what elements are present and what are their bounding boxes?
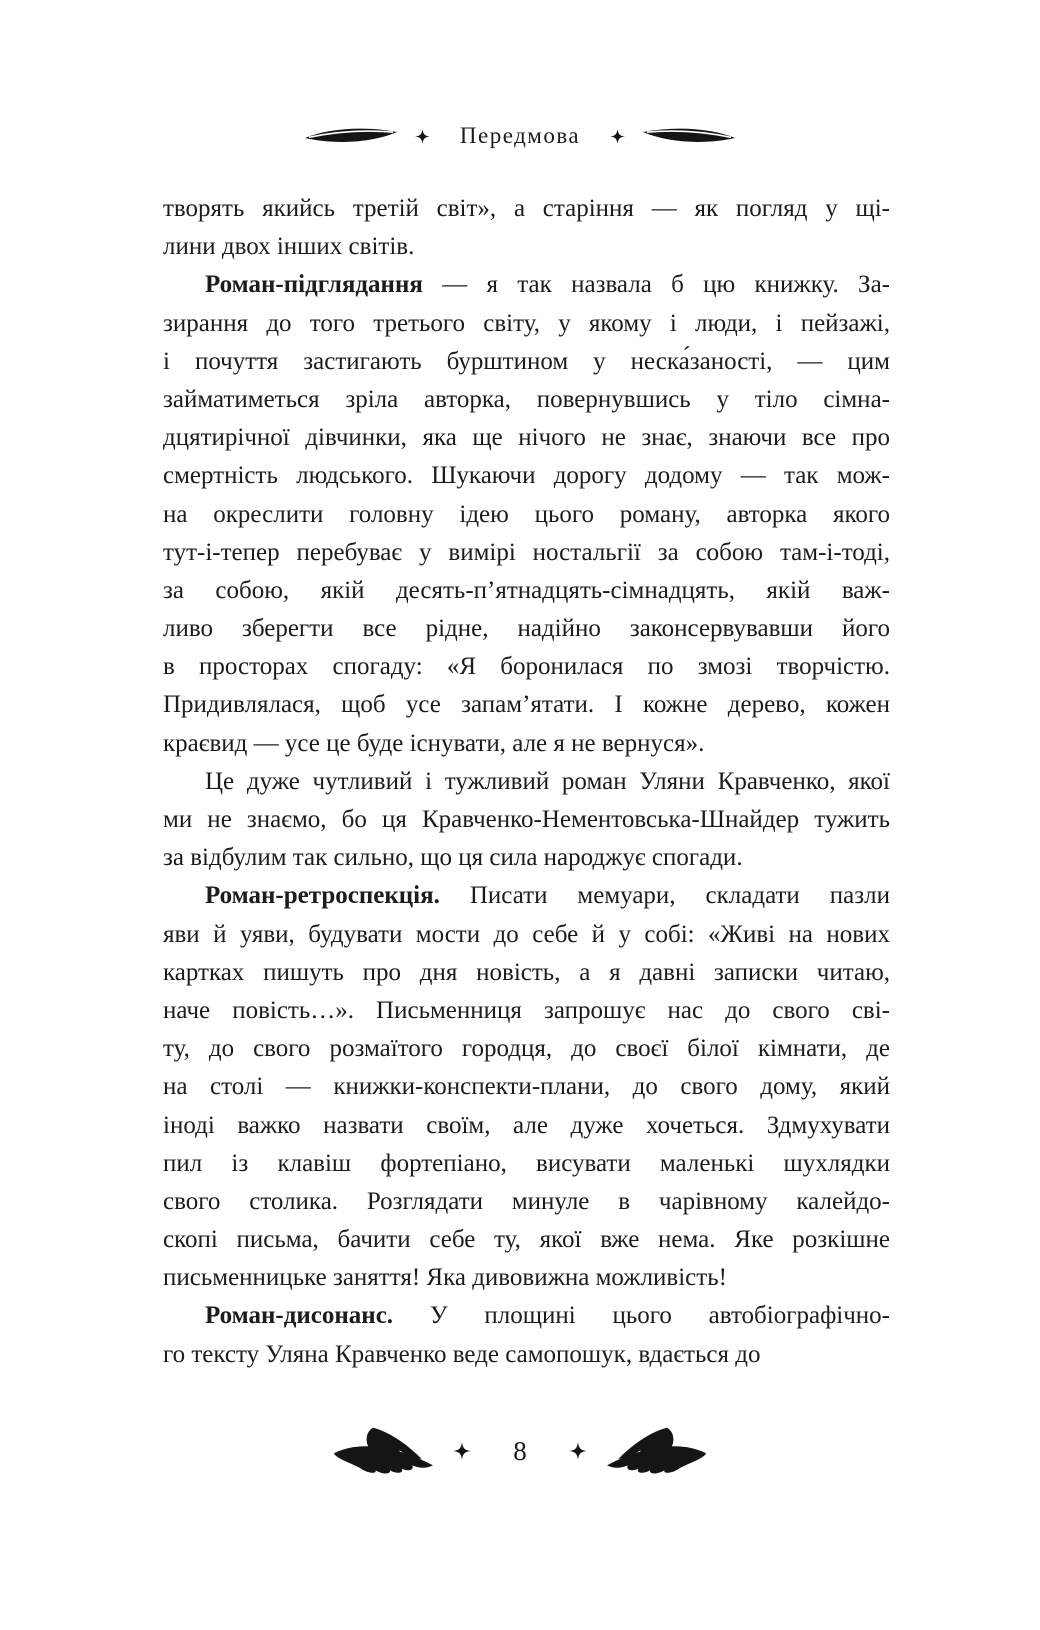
text-line: письменницьке заняття! Яка дивовижна можливість! [163, 1264, 727, 1292]
four-point-star-icon [415, 129, 430, 144]
four-point-star-icon [610, 129, 625, 144]
text-line: лини двох інших світів. [163, 233, 415, 261]
text-line: на столі — книжки-конспекти-плани, до свого дому, який [163, 1073, 890, 1101]
acanthus-flourish-left-icon [329, 1420, 441, 1482]
text-line: зирання до того третього світу, у якому і люди, і пейзажі, [163, 309, 890, 337]
text-line: наче повість…». Письменниця запрошує нас до свого сві- [163, 996, 890, 1024]
chapter-title: Передмова [459, 123, 581, 148]
text-line: дцятирічної дівчинки, яка ще нічого не знає, знаючи все про [163, 424, 890, 452]
text-line: на окреслити головну ідею цього роману, авторка якого [163, 500, 890, 528]
text-line: за собою, якій десять-п’ятнадцять-сімнадцять, якій важ- [163, 576, 890, 604]
text-line: ливо зберегти все рідне, надійно законсервувавши його [163, 615, 890, 643]
text-line: пил із клавіш фортепіано, висувати маленькі шухлядки [163, 1149, 890, 1177]
text-line: Роман-ретроспекція. Писати мемуари, складати пазли [205, 882, 890, 910]
text-line: Це дуже чутливий і тужливий роман Уляни Кравченко, якої [205, 767, 890, 795]
text-line: Придивлялася, щоб усе запам’ятати. І кожне дерево, кожен [163, 691, 890, 719]
text-line: картках пишуть про дня новість, а я давні записки читаю, [163, 958, 890, 986]
four-point-star-icon [453, 1442, 471, 1460]
acanthus-flourish-right-icon [599, 1420, 711, 1482]
text-line: творять якийсь третій світ», а старіння — як погляд у щі- [163, 195, 890, 222]
text-line: свого столика. Розглядати минуле в чарівному калейдо- [163, 1187, 890, 1215]
run-in-heading: Роман-ретроспекція. [205, 882, 440, 910]
run-in-heading: Роман-підглядання [205, 271, 423, 299]
run-in-heading: Роман-дисонанс. [205, 1302, 394, 1330]
text-line: яви й уяви, будувати мости до себе й у собі: «Живі на нових [163, 920, 890, 948]
text-line: займатиметься зріла авторка, повернувшись у тіло сімна- [163, 385, 890, 413]
four-point-star-icon [569, 1442, 587, 1460]
text-line: смертність людського. Шукаючи дорогу додому — так мож- [163, 462, 890, 490]
page-number: 8 [513, 1435, 527, 1466]
text-line: ту, до свого розмаїтого городця, до своєї білої кімнати, де [163, 1035, 890, 1063]
text-line: скопі письма, бачити себе ту, якої вже нема. Яке розкішне [163, 1226, 890, 1254]
text-line: Роман-дисонанс. У площині цього автобіографічно- [205, 1302, 890, 1330]
page-footer [0, 1416, 1040, 1486]
text-line: іноді важко назвати своїм, але дуже хочеться. Здмухувати [163, 1111, 890, 1139]
text-line: в просторах спогаду: «Я боронилася по змозі творчістю. [163, 653, 890, 681]
text-line: го тексту Уляна Кравченко веде самопошук, вдається до [163, 1340, 761, 1368]
text-line: за відбулим так сильно, що ця сила народжує спогади. [163, 844, 743, 872]
chapter-header [0, 116, 1040, 156]
leaf-ornament-right-icon [641, 125, 737, 147]
text-line: тут-і-тепер перебуває у вимірі ностальгії за собою там-і-тоді, [163, 538, 890, 566]
leaf-ornament-left-icon [303, 125, 399, 147]
text-line: і почуття застигають бурштином у неска́заності, — цим [163, 347, 890, 375]
body-text [163, 190, 890, 1374]
text-line: краєвид — усе це буде існувати, але я не вернуся». [163, 729, 705, 757]
text-line: Роман-підглядання — я так назвала б цю книжку. За- [205, 271, 890, 299]
text-line: ми не знаємо, бо ця Кравченко-Нементовська-Шнайдер тужить [163, 806, 890, 833]
